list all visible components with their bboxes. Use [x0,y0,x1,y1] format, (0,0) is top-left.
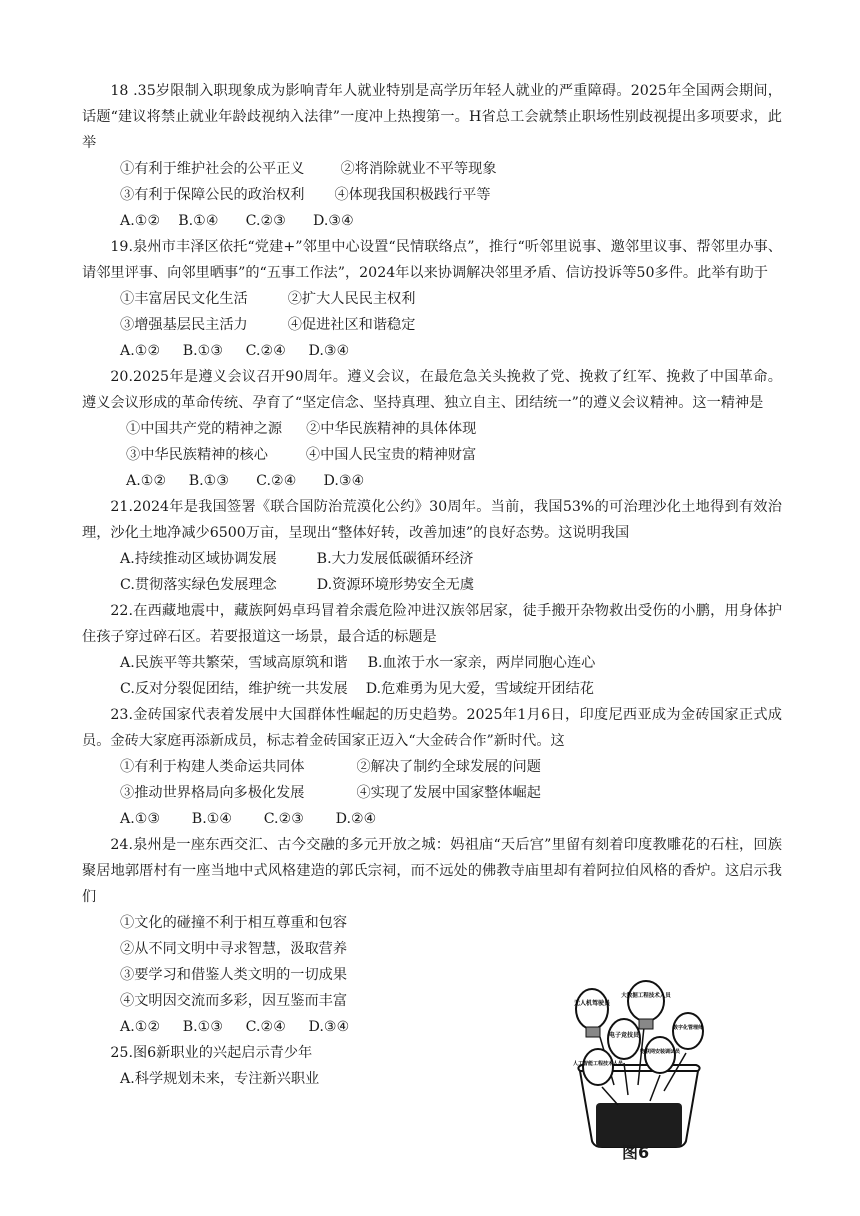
q22-option-a: A.民族平等共繁荣，雪域高原筑和谐 [120,655,348,671]
q19-options-row1 [82,286,782,312]
q22-option-b: B.血浓于水一家亲，两岸同胞心连心 [367,655,596,671]
q23-option-4: ④实现了发展中国家整体崛起 [356,785,541,801]
bulb-2-label: 大数据工程技术人员 [621,993,671,999]
q22-option-d: D.危难勇为见大爱，雪域绽开团结花 [365,681,594,697]
exam-page [82,78,782,1092]
q20-options-row1 [82,416,782,442]
q18-option-3: ③有利于保障公民的政治权利 [120,187,305,203]
q18-answers: A.①② B.①④ C.②③ D.③④ [120,213,354,229]
q22-stem: 22.在西藏地震中，藏族阿妈卓玛冒着余震危险冲进汉族邻居家，徒手搬开杂物救出受伤的小鹏，用身体护住孩子穿过碎石区。若要报道这一场景，最合适的标题是 [82,603,782,645]
q21-option-b: B.大力发展低碳循环经济 [316,551,474,567]
q20-option-4: ④中国人民宝贵的精神财富 [305,447,477,463]
q19-option-2: ②扩大人民民主权利 [287,291,416,307]
q18-options-row2 [82,182,782,208]
q18-option-2: ②将消除就业不平等现象 [340,161,497,177]
q20-answers: A.①② B.①③ C.②④ D.③④ [126,473,365,489]
q20-option-1: ①中国共产党的精神之源 [126,421,283,437]
q19-answers: A.①② B.①③ C.②④ D.③④ [120,343,350,359]
q25-option-a: A.科学规划未来，专注新兴职业 [120,1071,320,1087]
q20-stem: 20.2025年是遵义会议召开90周年。遵义会议，在最危急关头挽救了党、挽救了红军、挽救了中国革命。遵义会议形成的革命传统、孕育了“坚定信念、坚持真理、独立自主、团结统一”的遵义会议精神。这一精神是 [82,369,782,411]
q19-option-4: ④促进社区和谐稳定 [287,317,416,333]
q23-option-1: ①有利于构建人类命运共同体 [120,759,305,775]
q18-option-1: ①有利于维护社会的公平正义 [120,161,305,177]
q19-option-3: ③增强基层民主活力 [120,317,248,333]
q21-option-c: C.贯彻落实绿色发展理念 [120,577,277,593]
q21-option-a: A.持续推动区域协调发展 [120,551,277,567]
q23-stem: 23.金砖国家代表着发展中大国群体性崛起的历史趋势。2025年1月6日，印度尼西亚成为金砖国家正式成员。金砖大家庭再添新成员，标志着金砖国家正迈入“大金砖合作”新时代。这 [82,707,782,749]
q23-answers: A.①③ B.①④ C.②③ D.②④ [120,811,377,827]
q24-answers: A.①② B.①③ C.②④ D.③④ [120,1019,350,1035]
q18-option-4: ④体现我国积极践行平等 [334,187,491,203]
q24-option-4: ④文明因交流而多彩，因互鉴而丰富 [120,993,348,1009]
q19-options-row2 [82,312,782,338]
q24-stem: 24.泉州是一座东西交汇、古今交融的多元开放之城：妈祖庙“天后宫”里留有刻着印度教雕花的石柱，回族聚居地郭厝村有一座当地中式风格建造的郭氏宗祠，而不远处的佛教寺庙里却有着阿拉伯风格的香炉。这启示我们 [82,837,782,905]
q22-options-row2 [82,676,782,702]
q24-option-2: ②从不同文明中寻求智慧，汲取营养 [120,941,348,957]
bulb-1-label: 无人机驾驶员 [573,1000,611,1007]
figure-6-caption: 图6 [622,1143,650,1162]
q20-options-row2 [82,442,782,468]
q22-option-c: C.反对分裂促团结，维护统一共发展 [120,681,348,697]
bulb-4-label: 人工智能工程技术人员 [572,1061,624,1067]
q22-options-row1 [82,650,782,676]
q20-option-2: ②中华民族精神的具体体现 [306,421,477,437]
q24-option-3: ③要学习和借鉴人类文明的一切成果 [120,967,348,983]
q20-option-3: ③中华民族精神的核心 [126,447,268,463]
q23-option-3: ③推动世界格局向多极化发展 [120,785,305,801]
q18-options-row1 [82,156,782,182]
q23-options-row1 [82,754,782,780]
q23-options-row2 [82,780,782,806]
bulb-5-label: 物联网安装调试员 [639,1049,681,1055]
q24-option-1: ①文化的碰撞不利于相互尊重和包容 [120,915,348,931]
bulb-6-label: 数字化管理师 [672,1025,704,1031]
q19-stem: 19.泉州市丰泽区依托“党建+”邻里中心设置“民情联络点”，推行“听邻里说事、邀邻里议事、帮邻里办事、请邻里评事、向邻里晒事”的“五事工作法”，2024年以来协调解决邻里矛盾、信访投诉等50多件。此举有助于 [82,239,782,281]
q25-stem: 25.图6新职业的兴起启示青少年 [110,1045,313,1061]
q21-stem: 21.2024年是我国签署《联合国防治荒漠化公约》30周年。当前，我国53%的可治理沙化土地得到有效治理，沙化土地净减少6500万亩，呈现出“整体好转，改善加速”的良好态势。这说明我国 [82,499,782,541]
bulb-3-label: 电子竞技员 [608,1032,640,1039]
q21-options-row1 [82,546,782,572]
q19-option-1: ①丰富居民文化生活 [120,291,248,307]
q23-option-2: ②解决了制约全球发展的问题 [356,759,541,775]
q18-stem: 18 .35岁限制入职现象成为影响青年人就业特别是高学历年轻人就业的严重障碍。2025年全国两会期间，话题“建议将禁止就业年龄歧视纳入法律”一度冲上热搜第一。H省总工会就禁止职场性别歧视提出多项要求，此举 [82,83,782,151]
figure-6-cartoon [566,975,712,1161]
q21-option-d: D.资源环境形势安全无虞 [316,577,475,593]
q21-options-row2 [82,572,782,598]
